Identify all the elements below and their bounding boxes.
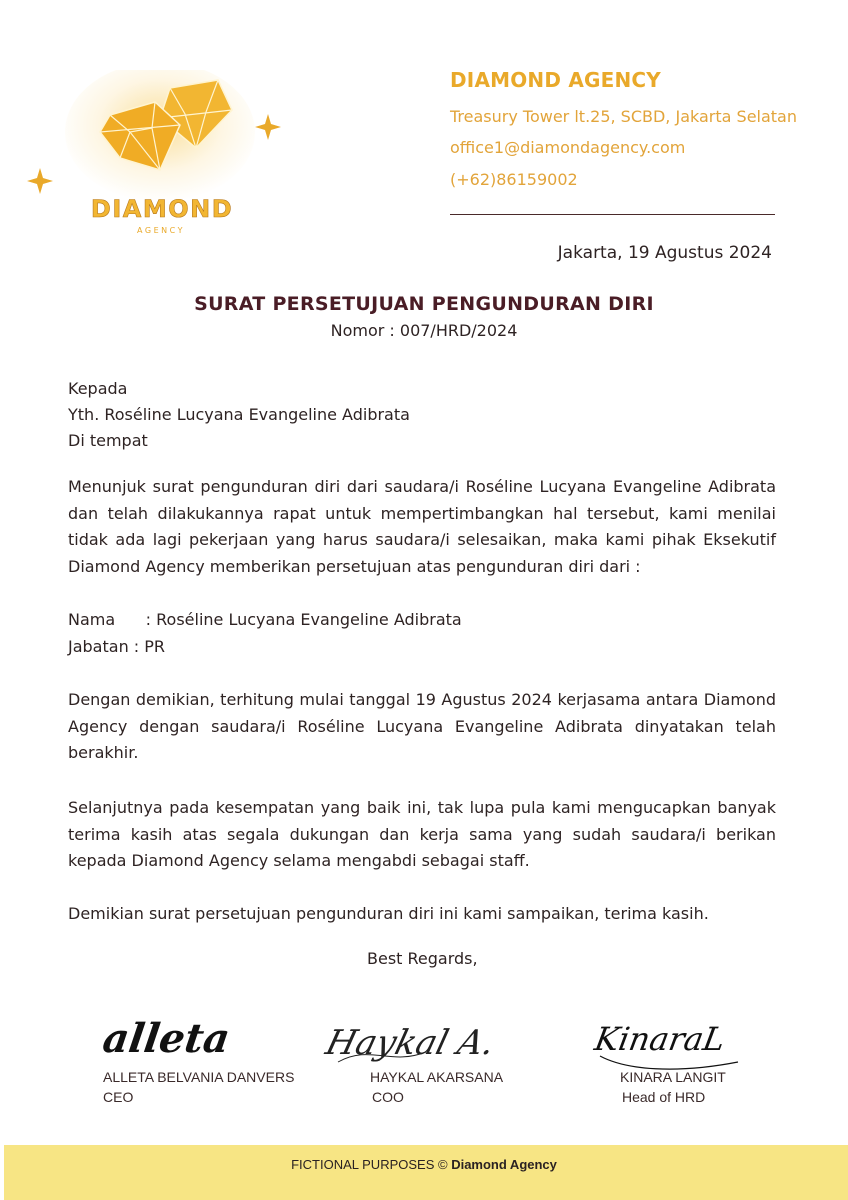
signatory-role-hrd: Head of HRD [622,1089,706,1105]
diamond-agency-logo [20,70,290,250]
closing-greeting: Best Regards, [367,949,478,968]
signature-haykal [321,1014,500,1070]
header-divider [450,214,775,215]
footer-text [0,1157,848,1172]
logo-subtitle: AGENCY [137,226,185,235]
signatory-name-coo: HAYKAL AKARSANA [370,1069,504,1085]
svg-text:alleta: alleta [99,1015,233,1062]
letter-number: Nomor : 007/HRD/2024 [330,321,518,340]
organization-phone: (+62)86159002 [450,170,578,189]
employee-name-row: Nama : Roséline Lucyana Evangeline Adibrata [68,610,462,629]
organization-email: office1@diamondagency.com [450,138,686,157]
logo-wordmark: DIAMOND [90,195,234,223]
footer-prefix: FICTIONAL PURPOSES © [291,1157,452,1172]
employee-position-row: Jabatan : PR [68,637,166,656]
footer-brand: Diamond Agency [451,1157,557,1172]
body-paragraph-1: Menunjuk surat pengunduran diri dari saudara/i Roséline Lucyana Evangeline Adibrata dan telah dilakukannya rapat untuk mempertimbangkan hal tersebut, kami menilai tidak ada lagi pekerjaan yang harus saudara/i selesaikan, maka kami pihak Eksekutif Diamond Agency memberikan persetujuan atas pengunduran diri dari : [68,477,776,576]
signatory-role-ceo: CEO [103,1089,134,1105]
signature-alleta [99,1012,255,1062]
recipient-location: Di tempat [68,431,148,450]
signature-kinara [591,1012,756,1076]
recipient-to: Kepada [68,379,128,398]
letter-date: Jakarta, 19 Agustus 2024 [557,243,772,263]
signatory-role-coo: COO [372,1089,404,1105]
recipient-name: Yth. Roséline Lucyana Evangeline Adibrata [68,405,410,424]
letter-title: SURAT PERSETUJUAN PENGUNDURAN DIRI [194,293,654,315]
organization-address: Treasury Tower lt.25, SCBD, Jakarta Selatan [450,107,797,126]
body-paragraph-2: Dengan demikian, terhitung mulai tanggal 19 Agustus 2024 kerjasama antara Diamond Agency dengan saudara/i Roséline Lucyana Evangeline Adibrata dinyatakan telah berakhir. [68,690,776,762]
footer-bar [4,1145,848,1200]
sparkle-icon [27,168,53,194]
body-paragraph-3: Selanjutnya pada kesempatan yang baik ini, tak lupa pula kami mengucapkan banyak terima kasih atas segala dukungan dan kerja sama yang sudah saudara/i berikan kepada Diamond Agency selama mengabdi sebagai staff. [68,798,776,870]
signatory-name-ceo: ALLETA BELVANIA DANVERS [103,1069,295,1085]
organization-name: DIAMOND AGENCY [450,68,661,92]
body-paragraph-4: Demikian surat persetujuan pengunduran diri ini kami sampaikan, terima kasih. [68,904,709,923]
sparkle-icon [255,114,281,140]
svg-text:KinaraL: KinaraL [591,1020,728,1058]
svg-text:Haykal A.: Haykal A. [321,1023,499,1063]
signatory-name-hrd: KINARA LANGIT [620,1069,726,1085]
